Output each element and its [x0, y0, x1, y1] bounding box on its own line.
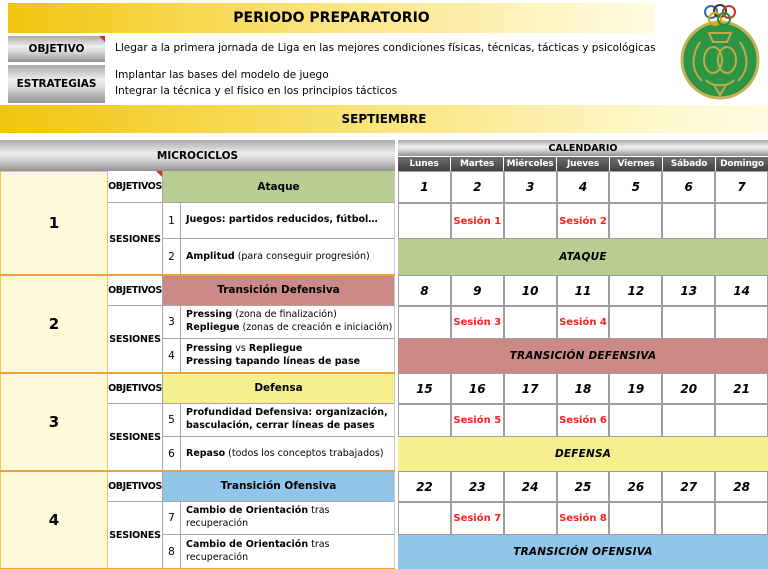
- session-slot-cell[interactable]: [662, 203, 715, 239]
- day-header-cell[interactable]: [451, 157, 503, 171]
- session-slot-cell[interactable]: [504, 404, 557, 437]
- phase-band-cell[interactable]: TRANSICIÓN DEFENSIVA: [398, 339, 768, 373]
- session-desc-line: basculación, cerrar líneas de pases: [186, 420, 375, 431]
- session-number-cell[interactable]: 5: [163, 404, 181, 437]
- date-cell[interactable]: 1: [398, 171, 451, 203]
- title-band[interactable]: [8, 3, 655, 33]
- date-cell[interactable]: 19: [609, 373, 662, 404]
- session-slot-cell[interactable]: [398, 502, 451, 535]
- day-header-label: Sábado: [670, 159, 708, 169]
- calendar-week-grid: [398, 275, 768, 373]
- day-header-label: Viernes: [617, 159, 655, 169]
- week-separator: [0, 372, 395, 374]
- session-desc-cell[interactable]: [181, 502, 395, 535]
- session-desc-line: Repliegue (zonas de creación e iniciación): [186, 322, 393, 333]
- date-cell[interactable]: 26: [609, 471, 662, 502]
- session-slot-cell[interactable]: [398, 203, 451, 239]
- date-cell[interactable]: 28: [715, 471, 768, 502]
- date-cell[interactable]: 27: [662, 471, 715, 502]
- session-slot-cell[interactable]: Sesión 3: [451, 306, 504, 339]
- session-desc-line: Amplitud (para conseguir progresión): [186, 250, 370, 262]
- sesiones-label-cell[interactable]: SESIONES: [108, 404, 163, 471]
- objetivo-row: [8, 36, 768, 62]
- session-slot-cell[interactable]: [609, 306, 662, 339]
- session-slot-cell[interactable]: Sesión 4: [557, 306, 610, 339]
- session-slot-cell[interactable]: [609, 502, 662, 535]
- estrategias-line: Implantar las bases del modelo de juego: [115, 69, 329, 82]
- table-header-row: [0, 140, 768, 171]
- session-slot-cell[interactable]: [715, 502, 768, 535]
- session-desc-line: Cambio de Orientación tras recuperación: [186, 505, 330, 529]
- phase-band-cell[interactable]: DEFENSA: [398, 437, 768, 471]
- day-header-label: Miércoles: [506, 159, 554, 169]
- date-cell[interactable]: 12: [609, 275, 662, 306]
- session-slot-cell[interactable]: [662, 306, 715, 339]
- session-slot-cell[interactable]: [609, 404, 662, 437]
- session-slot-cell[interactable]: [715, 306, 768, 339]
- session-slot-cell[interactable]: Sesión 8: [557, 502, 610, 535]
- session-slot-cell[interactable]: Sesión 6: [557, 404, 610, 437]
- calendario-title-cell[interactable]: [398, 140, 768, 156]
- date-cell[interactable]: 10: [504, 275, 557, 306]
- session-number-cell[interactable]: 3: [163, 306, 181, 339]
- month-banner-label: SEPTIEMBRE: [341, 112, 427, 126]
- calendario-header: [398, 140, 768, 171]
- session-slot-cell[interactable]: Sesión 2: [557, 203, 610, 239]
- theme-cell[interactable]: Ataque: [163, 171, 395, 203]
- estrategias-label: ESTRATEGIAS: [16, 78, 97, 90]
- date-cell[interactable]: 8: [398, 275, 451, 306]
- session-desc-cell[interactable]: [181, 535, 395, 569]
- date-cell[interactable]: 3: [504, 171, 557, 203]
- calendario-title-label: CALENDARIO: [548, 142, 618, 154]
- session-slot-cell[interactable]: [715, 404, 768, 437]
- weeks: [0, 171, 768, 569]
- theme-cell[interactable]: Transición Defensiva: [163, 275, 395, 306]
- session-desc-line: Juegos: partidos reducidos, fútbol…: [186, 214, 378, 226]
- date-cell[interactable]: 20: [662, 373, 715, 404]
- date-cell[interactable]: 14: [715, 275, 768, 306]
- week-separator: [0, 470, 395, 472]
- date-cell[interactable]: 25: [557, 471, 610, 502]
- session-slot-cell[interactable]: [715, 203, 768, 239]
- session-desc-cell[interactable]: [181, 437, 395, 471]
- estrategias-label-cell[interactable]: [8, 65, 105, 103]
- comment-marker-icon: [99, 36, 105, 42]
- day-header-cell[interactable]: [610, 157, 662, 171]
- objetivos-label-cell[interactable]: OBJETIVOS: [108, 373, 163, 404]
- session-desc-cell[interactable]: [181, 306, 395, 339]
- session-slot-cell[interactable]: [504, 502, 557, 535]
- objetivo-text-cell[interactable]: [105, 36, 656, 62]
- microcycle-week: [0, 471, 768, 569]
- sesiones-label-cell[interactable]: SESIONES: [108, 502, 163, 569]
- session-slot-cell[interactable]: [609, 203, 662, 239]
- objetivos-label-cell[interactable]: OBJETIVOS: [108, 171, 163, 203]
- session-desc-line: Profundidad Defensiva: organización,: [186, 407, 388, 419]
- session-number-cell[interactable]: 7: [163, 502, 181, 535]
- week-number-cell[interactable]: 3: [0, 373, 108, 471]
- day-header-cell[interactable]: [557, 157, 609, 171]
- date-cell[interactable]: 13: [662, 275, 715, 306]
- month-banner[interactable]: [0, 105, 768, 133]
- day-header-label: Lunes: [409, 159, 439, 169]
- day-header-cell[interactable]: [663, 157, 715, 171]
- session-slot-cell[interactable]: [504, 306, 557, 339]
- date-cell[interactable]: 5: [609, 171, 662, 203]
- session-slot-cell[interactable]: Sesión 5: [451, 404, 504, 437]
- objetivos-label-cell[interactable]: OBJETIVOS: [108, 275, 163, 306]
- microcycle-left-table: [0, 471, 395, 569]
- date-cell[interactable]: 6: [662, 171, 715, 203]
- objetivos-label-cell[interactable]: OBJETIVOS: [108, 471, 163, 502]
- day-header-cell[interactable]: [504, 157, 556, 171]
- session-number-cell[interactable]: 1: [163, 203, 181, 239]
- theme-cell[interactable]: Defensa: [163, 373, 395, 404]
- session-number-cell[interactable]: 8: [163, 535, 181, 569]
- phase-band-cell[interactable]: ATAQUE: [398, 239, 768, 275]
- week-number-cell[interactable]: 2: [0, 275, 108, 373]
- session-slot-cell[interactable]: [662, 404, 715, 437]
- date-cell[interactable]: 2: [451, 171, 504, 203]
- date-cell[interactable]: 23: [451, 471, 504, 502]
- session-slot-cell[interactable]: [662, 502, 715, 535]
- session-desc-cell[interactable]: [181, 203, 395, 239]
- sesiones-label-cell[interactable]: SESIONES: [108, 306, 163, 373]
- microcycle-week: [0, 275, 768, 373]
- day-header-cell[interactable]: [716, 157, 768, 171]
- date-cell[interactable]: 15: [398, 373, 451, 404]
- session-desc-line: Cambio de Orientación tras recuperación: [186, 539, 330, 563]
- calendar-week-grid: [398, 171, 768, 275]
- session-slot-cell[interactable]: Sesión 1: [451, 203, 504, 239]
- phase-band-cell[interactable]: TRANSICIÓN OFENSIVA: [398, 535, 768, 569]
- objetivo-label-cell[interactable]: [8, 36, 105, 62]
- page-title: PERIODO PREPARATORIO: [233, 10, 430, 26]
- date-cell[interactable]: 18: [557, 373, 610, 404]
- session-number-cell[interactable]: 2: [163, 239, 181, 275]
- day-header-label: Jueves: [567, 159, 599, 169]
- date-cell[interactable]: 24: [504, 471, 557, 502]
- calendar-week-grid: [398, 471, 768, 569]
- day-header-label: Martes: [459, 159, 495, 169]
- date-cell[interactable]: 16: [451, 373, 504, 404]
- objetivo-text: Llegar a la primera jornada de Liga en las mejores condiciones físicas, técnicas, tácticas y psicológicas: [115, 42, 656, 55]
- session-desc-line: Pressing vs Repliegue: [186, 343, 303, 355]
- week-separator: [0, 274, 395, 276]
- date-cell[interactable]: 7: [715, 171, 768, 203]
- session-slot-cell[interactable]: [398, 404, 451, 437]
- estrategias-line: Integrar la técnica y el físico en los principios tácticos: [115, 85, 398, 97]
- date-cell[interactable]: 9: [451, 275, 504, 306]
- theme-cell[interactable]: Transición Ofensiva: [163, 471, 395, 502]
- sesiones-label-cell[interactable]: SESIONES: [108, 203, 163, 275]
- date-cell[interactable]: 21: [715, 373, 768, 404]
- microcycle-left-table: [0, 275, 395, 373]
- session-slot-cell[interactable]: [398, 306, 451, 339]
- objetivo-label: OBJETIVO: [28, 43, 85, 55]
- session-desc-cell[interactable]: [181, 339, 395, 373]
- microcycle-left-table: [0, 373, 395, 471]
- week-number-cell[interactable]: 1: [0, 171, 108, 275]
- microcycle-week: [0, 373, 768, 471]
- session-desc-line: Repaso (todos los conceptos trabajados): [186, 447, 384, 459]
- session-number-cell[interactable]: 6: [163, 437, 181, 471]
- session-number-cell[interactable]: 4: [163, 339, 181, 373]
- session-desc-line: Pressing tapando líneas de pase: [186, 356, 361, 367]
- microcycle-left-table: [0, 171, 395, 275]
- session-slot-cell[interactable]: [504, 203, 557, 239]
- estrategias-text-cell[interactable]: [105, 65, 397, 103]
- session-desc-line: Pressing (zona de finalización): [186, 309, 337, 321]
- session-desc-cell[interactable]: [181, 404, 395, 437]
- session-slot-cell[interactable]: Sesión 7: [451, 502, 504, 535]
- date-cell[interactable]: 22: [398, 471, 451, 502]
- calendar-week-grid: [398, 373, 768, 471]
- date-cell[interactable]: 4: [557, 171, 610, 203]
- day-header-cell[interactable]: [398, 157, 450, 171]
- estrategias-row: [8, 65, 768, 103]
- microcycle-week: [0, 171, 768, 275]
- comment-marker-icon: [156, 171, 162, 177]
- day-header-row: [398, 157, 768, 171]
- day-header-label: Domingo: [720, 159, 764, 169]
- date-cell[interactable]: 11: [557, 275, 610, 306]
- microciclos-header[interactable]: [0, 140, 395, 171]
- date-cell[interactable]: 17: [504, 373, 557, 404]
- microciclos-header-label: MICROCICLOS: [156, 149, 239, 162]
- week-number-cell[interactable]: 4: [0, 471, 108, 569]
- session-desc-cell[interactable]: [181, 239, 395, 275]
